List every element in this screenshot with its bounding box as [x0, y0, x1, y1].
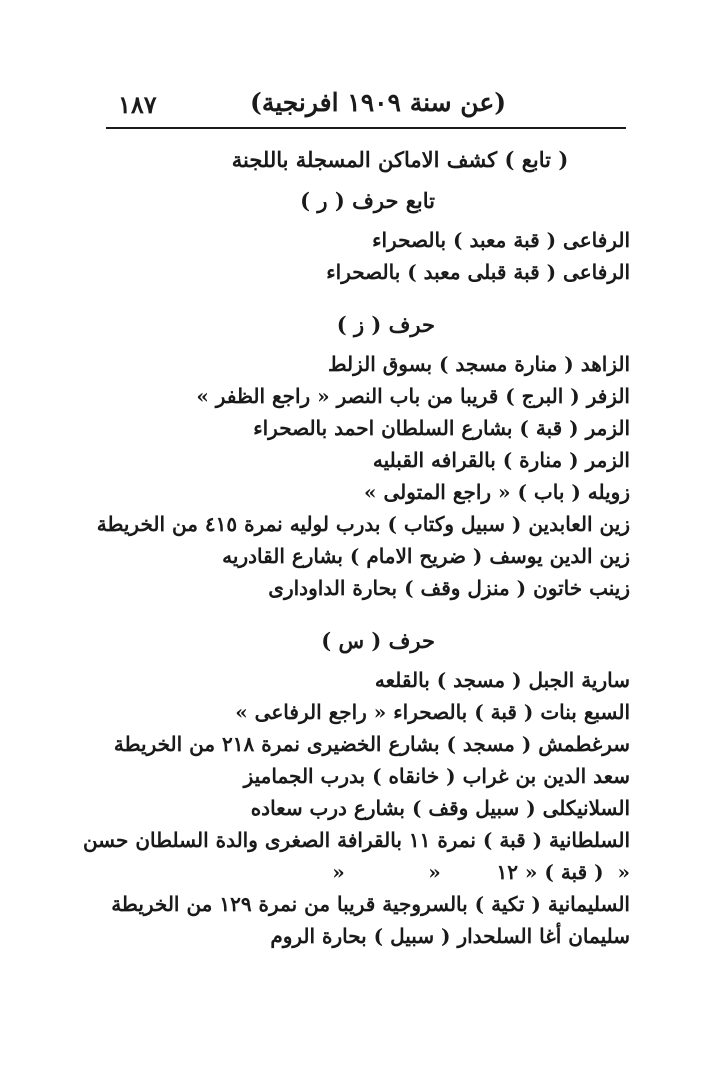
section-heading-ra: تابع حرف ( ر )	[300, 188, 435, 213]
entry: سارية الجبل ( مسجد ) بالقلعه	[374, 668, 630, 692]
entry-ditto: « ( قبة ) « ١٢ « «	[332, 860, 630, 884]
entry: زينب خاتون ( منزل وقف ) بحارة الداودارى	[268, 576, 630, 600]
entry: سرغطمش ( مسجد ) بشارع الخضيرى نمرة ٢١٨ من الخريطة	[113, 732, 630, 756]
entry: السليمانية ( تكية ) بالسروجية قريبا من نمرة ١٢٩ من الخريطة	[111, 892, 630, 916]
entry: الرفاعى ( قبة معبد ) بالصحراء	[372, 228, 630, 252]
entry: زين الدين يوسف ( ضريح الامام ) بشارع القادريه	[222, 544, 630, 568]
entry: الزمر ( منارة ) بالقرافه القبليه	[372, 448, 630, 472]
entry: الرفاعى ( قبة قبلى معبد ) بالصحراء	[326, 260, 630, 284]
page-content	[82, 142, 630, 952]
entry: سعد الدين بن غراب ( خانقاه ) بدرب الجماميز	[243, 764, 630, 788]
entry: سليمان أغا السلحدار ( سبيل ) بحارة الروم	[270, 924, 630, 948]
entry: الزاهد ( منارة مسجد ) بسوق الزلط	[328, 352, 630, 376]
main-heading: ( تابع ) كشف الاماكن المسجلة باللجنة	[231, 147, 569, 172]
entry: السلطانية ( قبة ) نمرة ١١ بالقرافة الصغرى والدة السلطان حسن	[82, 828, 630, 852]
entry: الزفر ( البرج ) قريبا من باب النصر « راجع الظفر »	[196, 384, 630, 408]
section-heading-zay: حرف ( ز )	[336, 312, 435, 337]
page-header	[100, 84, 630, 124]
entry: زويله ( باب ) « راجع المتولى »	[364, 480, 630, 504]
page-number: ١٨٧	[118, 90, 157, 119]
header-rule	[106, 127, 626, 129]
entry: السبع بنات ( قبة ) بالصحراء « راجع الرفاعى »	[235, 700, 630, 724]
entry: زين العابدين ( سبيل وكتاب ) بدرب لوليه نمرة ٤١٥ من الخريطة	[96, 512, 630, 536]
entry: السلانيكلى ( سبيل وقف ) بشارع درب سعاده	[250, 796, 630, 820]
entry: الزمر ( قبة ) بشارع السلطان احمد بالصحراء	[253, 416, 630, 440]
running-title: (عن سنة ١٩٠٩ افرنجية)	[250, 88, 507, 117]
section-heading-sin: حرف ( س )	[321, 628, 435, 653]
